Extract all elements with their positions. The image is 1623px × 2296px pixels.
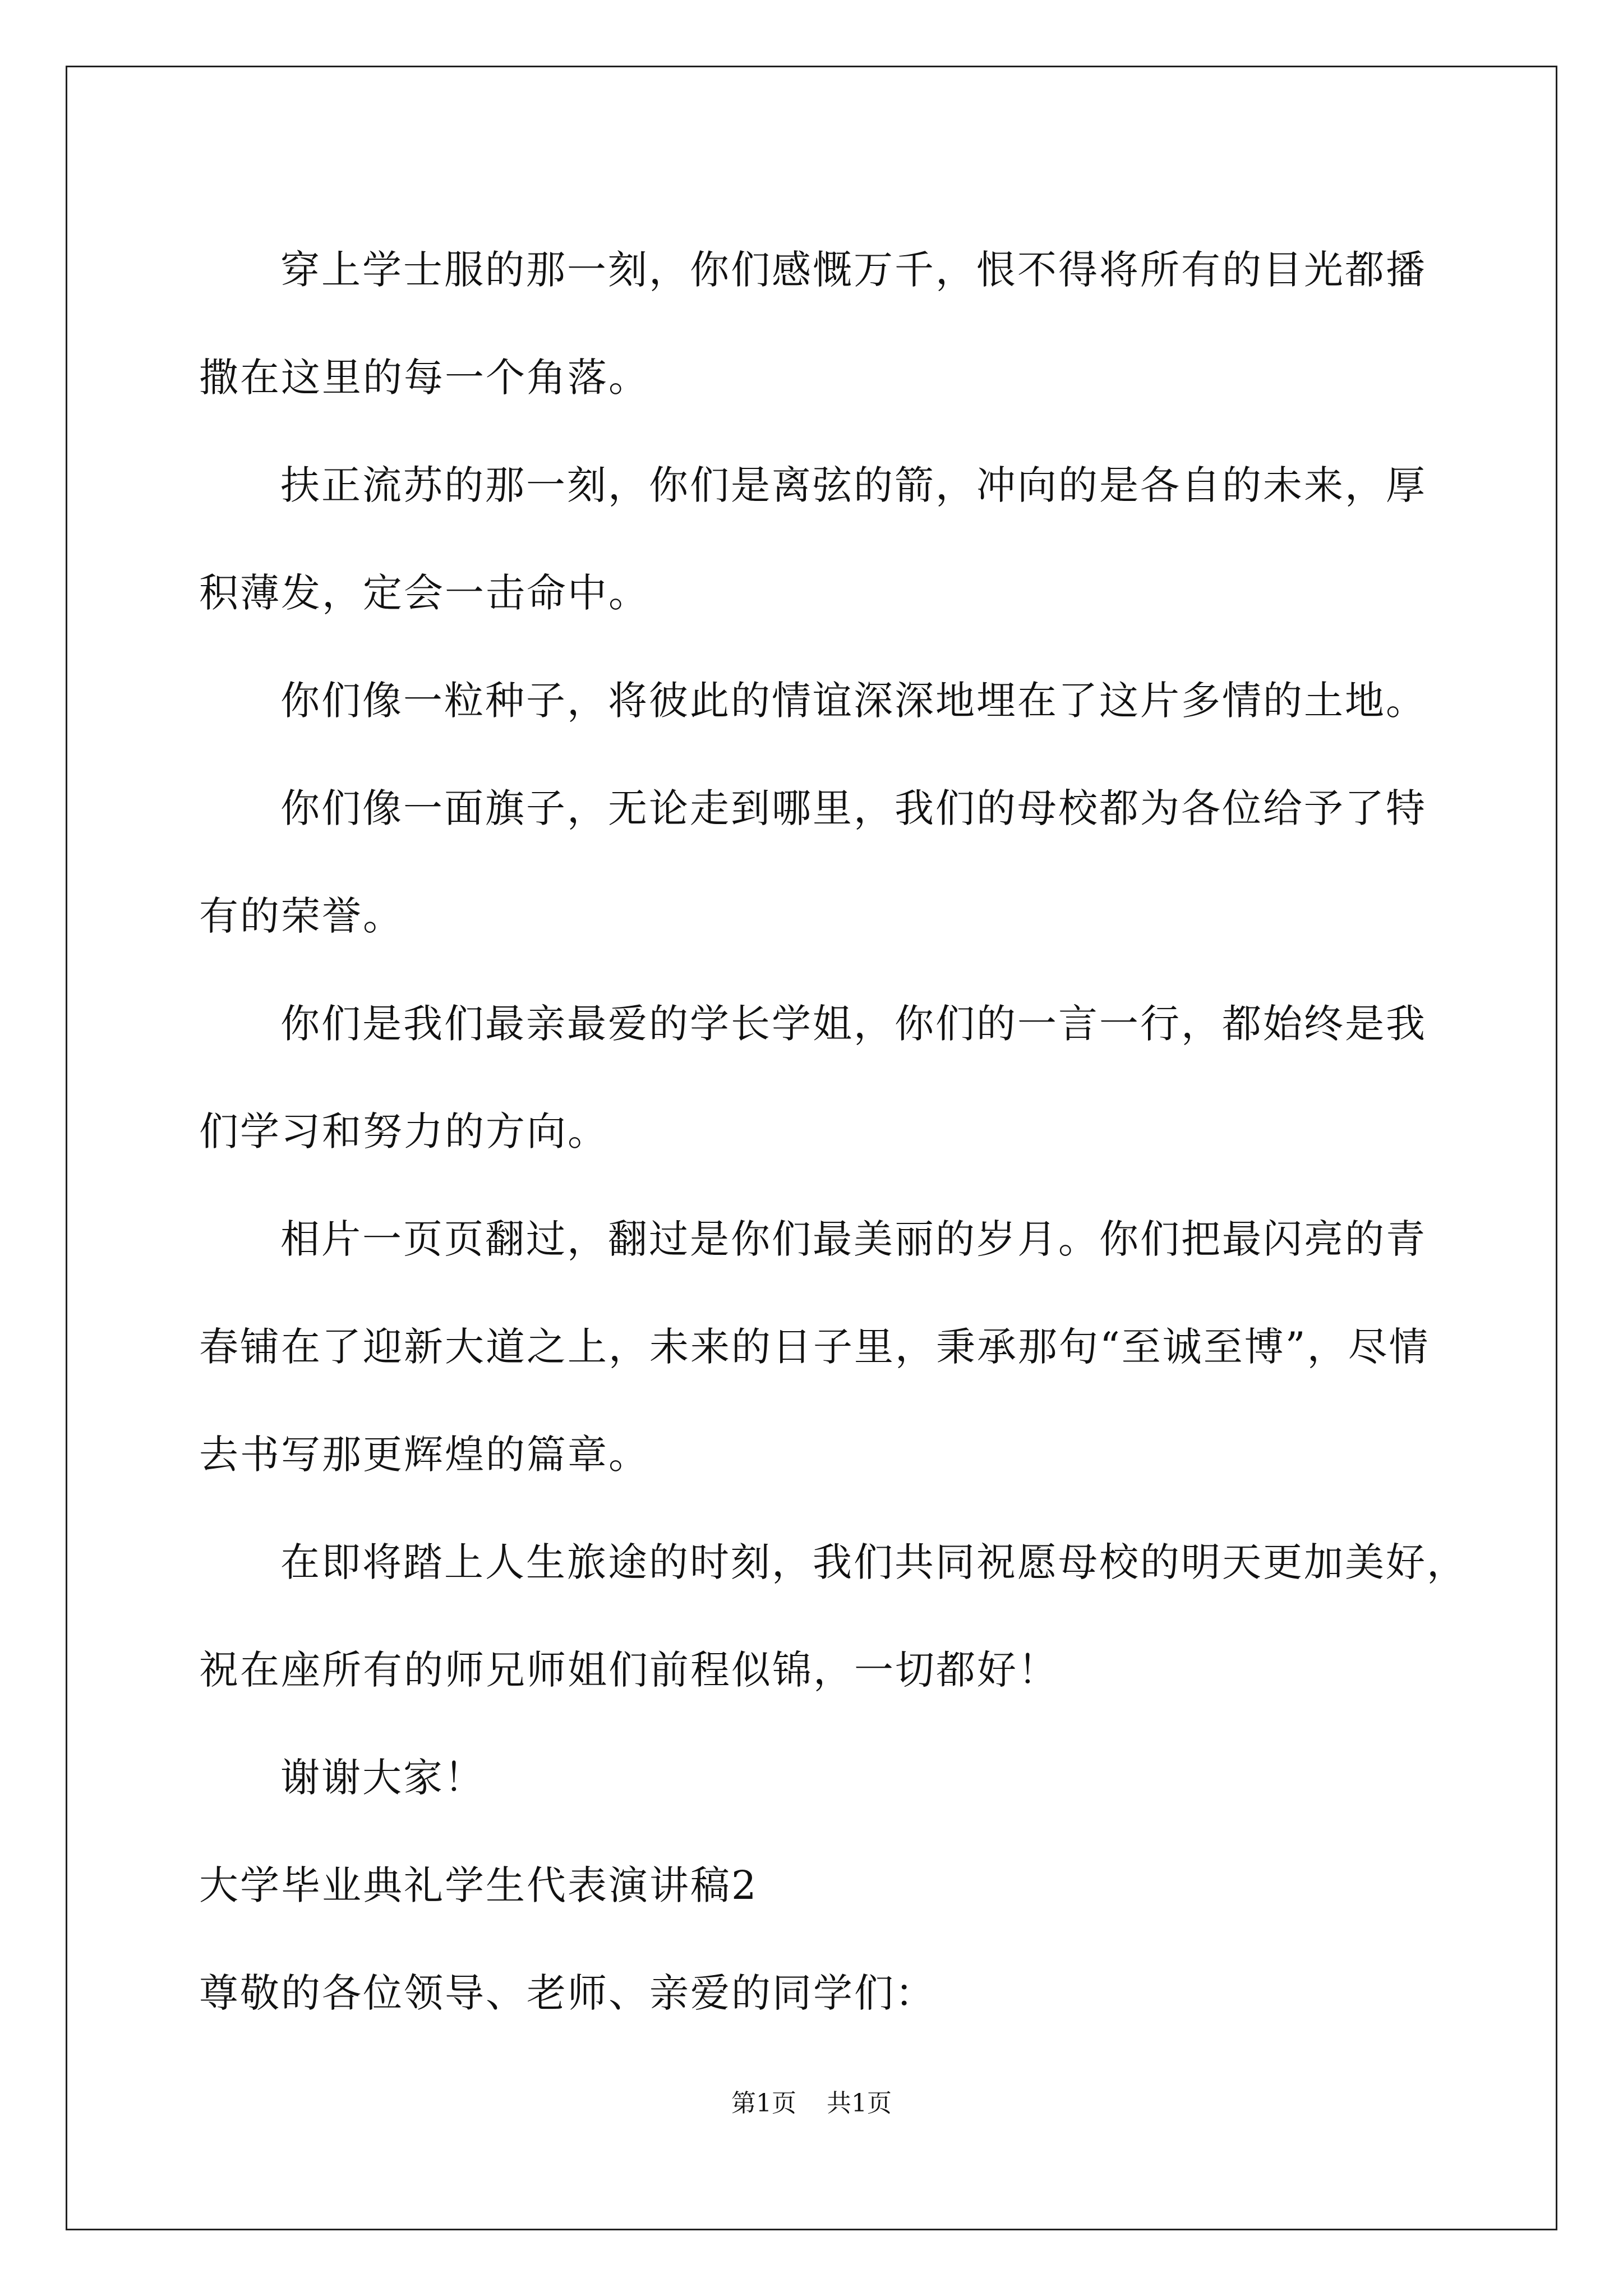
body-line: 你们像一粒种子，将彼此的情谊深深地埋在了这片多情的土地。 [280,678,1427,724]
body-line: 你们像一面旗子，无论走到哪里，我们的母校都为各位给予了特 [280,785,1427,831]
body-line: 在即将踏上人生旅途的时刻，我们共同祝愿母校的明天更加美好， [280,1539,1468,1585]
body-line: 相片一页页翻过，翻过是你们最美丽的岁月。你们把最闪亮的青 [280,1216,1427,1262]
body-line: 去书写那更辉煌的篇章。 [199,1432,649,1478]
body-line: 有的荣誉。 [199,893,404,939]
body-line: 穿上学士服的那一刻，你们感慨万千，恨不得将所有的目光都播 [280,247,1427,293]
page-total: 共1页 [827,2089,892,2118]
body-line: 春铺在了迎新大道之上，未来的日子里，秉承那句“至诚至博”，尽情 [199,1324,1430,1370]
document-body [199,216,1468,2047]
salutation: 尊敬的各位领导、老师、亲爱的同学们： [199,1970,936,2016]
page-number: 第1页 [731,2089,796,2118]
body-line: 祝在座所有的师兄师姐们前程似锦，一切都好！ [199,1647,1059,1693]
body-line: 你们是我们最亲最爱的学长学姐，你们的一言一行，都始终是我 [280,1001,1427,1047]
section-heading: 大学毕业典礼学生代表演讲稿2 [199,1862,758,1908]
body-line: 扶正流苏的那一刻，你们是离弦的箭，冲向的是各自的未来，厚 [280,462,1427,508]
body-line: 积薄发，定会一击命中。 [199,570,649,616]
page-footer [0,2087,1623,2120]
body-line: 撒在这里的每一个角落。 [199,355,649,401]
closing-line: 谢谢大家！ [280,1755,485,1801]
body-line: 们学习和努力的方向。 [199,1108,608,1154]
